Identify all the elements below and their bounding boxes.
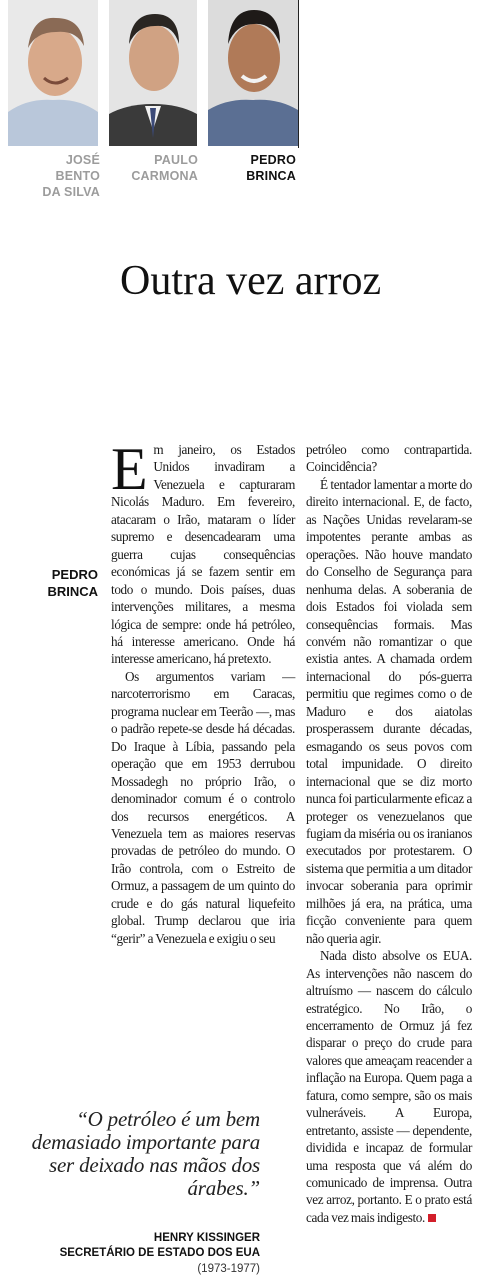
quote-author: HENRY KISSINGER — [153, 1232, 260, 1244]
article-byline: PEDRO BRINCA — [47, 567, 98, 599]
columnist-name-3: PEDRO BRINCA — [246, 153, 296, 183]
article-paragraph: petróleo como contrapartida. Coincidência? — [306, 442, 472, 475]
pull-quote: “O petróleo é um bem demasiado importante para ser deixado nas mãos dos árabes.” — [31, 1107, 260, 1200]
columnist-name-2: PAULO CARMONA — [131, 153, 198, 183]
paragraph-text: Nada disto absolve os EUA. As intervenções não nascem do altruísmo — nascem do cálculo estratégico. No Irão, o encerramento de Ormuz já fez disparar o preço do crude para valores que ameaçam reacender a inflação na Europa. Quem paga a fatura, como sempre, são os mais vulneráveis. A Europa, entretanto, assiste — dependente, dividida e incapaz de formular uma resposta que vá além do comunicado de imprensa. Outra vez arroz, portanto. E o prato está cada vez mais indigesto. — [306, 948, 472, 1225]
article-paragraph: Os argumentos variam — narcoterrorismo em Caracas, programa nuclear em Teerão —, mas o padrão repete-se desde há décadas. Do Iraque à Líbia, passando pela operação que em 1953 derrubou Mossadegh no próprio Irão, o denominador comum é o controlo dos recursos energéticos. A Venezuela tem as maiores reservas provadas de petróleo do mundo. O Irão controla, com o Estreito de Ormuz, a passagem de um quinto do crude e do gás natural liquefeito global. Trump declarou que iria “gerir” a Venezuela e exigiu o seu — [111, 668, 295, 946]
article-paragraph — [306, 947, 472, 1226]
columnist-name-1: JOSÉ BENTO DA SILVA — [42, 153, 100, 199]
quote-author-role: SECRETÁRIO DE ESTADO DOS EUA — [59, 1247, 260, 1259]
portrait-paulo-carmona — [109, 0, 197, 146]
portrait-pedro-brinca — [208, 0, 298, 146]
article-headline: Outra vez arroz — [120, 258, 382, 304]
article-column-2 — [306, 441, 472, 1226]
article-paragraph: É tentador lamentar a morte do direito internacional. E, de facto, as Nações Unidas revelaram-se impotentes perante ambas as operações. Não houve mandato do Conselho de Segurança para nenhuma delas. A soberania de dois Estados foi violada sem consequências formais. Mas convém não romantizar o que existia antes. A chamada ordem internacional do pós-guerra permitiu que regimes como o de Maduro e dos aiatolas prosperassem durante décadas, esmagando os seus povos com total impunidade. O direito internacional que se diz morto nunca foi particularmente eficaz a proteger os venezuelanos que fugiam da miséria ou os iranianos executados por protestarem. O sistema que permitia a um ditador invocar soberania para oprimir milhões já era, na prática, uma ficção conveniente para quem não queria agir. — [306, 476, 472, 946]
drop-cap: E — [111, 436, 148, 502]
paragraph-text: m janeiro, os Estados Unidos invadiram a Venezuela e capturaram Nicolás Maduro. Em fevereiro, atacaram o Irão, mataram o líder supremo e desencadearam uma guerra cujas consequências económicas já se fazem sentir em todo o mundo. Dois países, duas intervenções militares, a mesma lógica de sempre: onde há petróleo, há interesse americano. Onde há interesse americano, há pretexto. — [111, 442, 295, 667]
article-paragraph — [111, 436, 295, 668]
article-column-1 — [111, 436, 295, 947]
end-mark-icon — [428, 1214, 436, 1222]
portrait-strip-divider — [298, 0, 299, 148]
quote-author-years: (1973-1977) — [197, 1263, 260, 1275]
portrait-jose-bento-da-silva — [8, 0, 98, 146]
